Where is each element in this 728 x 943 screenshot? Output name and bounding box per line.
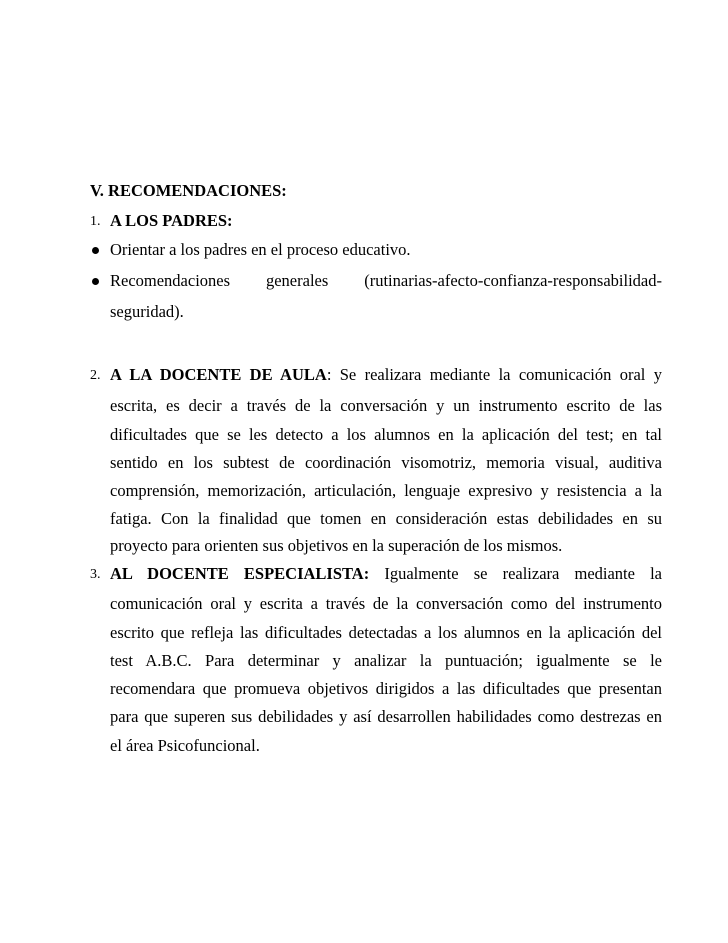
item-3-line-2: comunicación oral y escrita a través de la conversación como del instrumento <box>110 594 662 613</box>
item-3-line-1 <box>110 564 662 584</box>
item-2-line-5: comprensión, memorización, articulación, lenguaje expresivo y resistencia a la <box>110 481 662 500</box>
item-3-number: 3. <box>90 567 101 582</box>
item-2-text: : Se realizara mediante la comunicación oral y <box>326 365 662 384</box>
item-2-line-6: fatiga. Con la finalidad que tomen en consideración estas debilidades en su <box>110 509 662 528</box>
item-2-line-2: escrita, es decir a través de la conversación y un instrumento escrito de las <box>110 396 662 415</box>
item-2-line-4: sentido en los subtest de coordinación visomotriz, memoria visual, auditiva <box>110 453 662 472</box>
item-3-title: AL DOCENTE ESPECIALISTA: <box>110 564 370 583</box>
item-2-number: 2. <box>90 368 101 383</box>
section-heading: V. RECOMENDACIONES: <box>90 181 287 200</box>
item-1-title: A LOS PADRES: <box>110 211 233 230</box>
item-2-line-7: proyecto para orienten sus objetivos en la superación de los mismos. <box>110 536 563 555</box>
bullet-item-2: Recomendaciones generales (rutinarias-afecto-confianza-responsabilidad- <box>110 271 662 290</box>
item-1-number: 1. <box>90 214 101 229</box>
item-3-text: Igualmente se realizara mediante la <box>369 564 663 583</box>
bullet-item-2-continued: seguridad). <box>110 302 184 321</box>
item-3-line-4: test A.B.C. Para determinar y analizar la puntuación; igualmente se le <box>110 651 662 670</box>
item-3-line-6: para que superen sus debilidades y así desarrollen habilidades como destrezas en <box>110 707 662 726</box>
bullet-icon <box>92 247 99 254</box>
item-3-line-5: recomendara que promueva objetivos dirigidos a las dificultades que presentan <box>110 679 662 698</box>
item-2-line-3: dificultades que se les detecto a los alumnos en la aplicación del test; en tal <box>110 425 662 444</box>
item-2-line-1 <box>110 365 662 385</box>
item-3-line-7: el área Psicofuncional. <box>110 736 260 755</box>
item-2-title: A LA DOCENTE DE AULA <box>110 365 327 384</box>
bullet-icon <box>92 278 99 285</box>
bullet-item-1: Orientar a los padres en el proceso educativo. <box>110 240 411 259</box>
item-3-line-3: escrito que refleja las dificultades detectadas a los alumnos en la aplicación del <box>110 623 662 642</box>
